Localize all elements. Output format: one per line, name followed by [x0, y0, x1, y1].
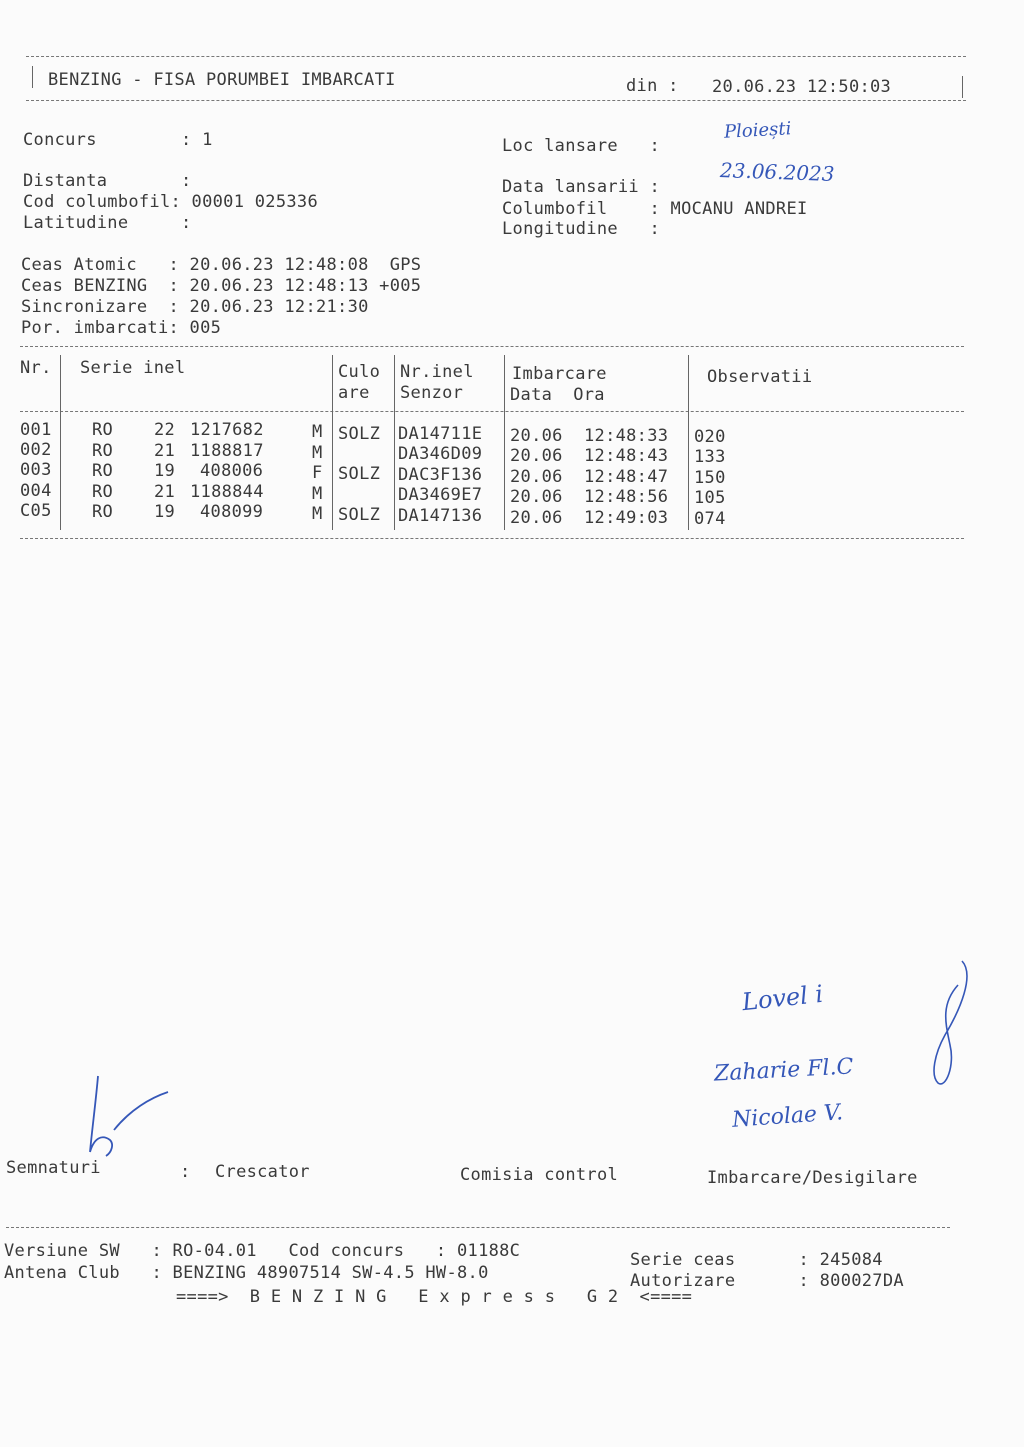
table-col-sep [332, 355, 333, 530]
handwritten-signature-3: Nicolae V. [731, 1100, 844, 1133]
footer-brand-line: ====> B E N Z I N G E x p r e s s G 2 <==== [176, 1287, 693, 1307]
cell-data: 20.06 [510, 467, 563, 487]
col-header-serie: Serie inel [80, 358, 186, 378]
table-header-rule [20, 411, 964, 412]
cell-nr-inel: 1188844 [190, 482, 264, 502]
cell-data: 20.06 [510, 446, 563, 466]
crescator-label: Crescator [215, 1162, 310, 1182]
col-header-nr: Nr. [20, 358, 52, 378]
handwritten-signature-2: Zaharie Fl.C [713, 1054, 854, 1087]
col-header-imbarcare: Imbarcare [512, 364, 607, 384]
col-header-nrinel: Nr.inel [400, 362, 474, 382]
data-lansarii-line: Data lansarii : [502, 177, 661, 197]
cell-nr: 003 [20, 460, 52, 480]
cell-tara: RO [92, 461, 114, 481]
footer-antena-line: Antena Club : BENZING 48907514 SW-4.5 HW-8.0 [4, 1263, 489, 1283]
cell-nr: C05 [20, 501, 52, 521]
cell-an: 21 [154, 441, 176, 461]
cell-nr: 002 [20, 440, 52, 460]
comisia-control-label: Comisia control [460, 1165, 619, 1185]
longitudine-line: Longitudine : [502, 219, 661, 239]
handwritten-date: 23.06.2023 [719, 158, 835, 186]
cell-obs: 074 [694, 509, 726, 529]
cell-ora: 12:48:56 [584, 487, 669, 507]
header-right-border [962, 76, 963, 98]
por-imbarcati-line: Por. imbarcati: 005 [21, 318, 222, 338]
footer-versiune-line: Versiune SW : RO-04.01 Cod concurs : 01188C [4, 1241, 521, 1261]
cell-nr-inel: 408006 [200, 461, 264, 481]
cell-tara: RO [92, 502, 114, 522]
cell-nr-inel: 408099 [200, 502, 264, 522]
crescator-signature-icon [80, 1070, 180, 1160]
cell-senzor: DAC3F136 [398, 465, 483, 485]
cell-sex: M [312, 443, 323, 463]
table-col-sep [504, 355, 505, 530]
col-header-senzor: Senzor [400, 383, 464, 403]
cell-data: 20.06 [510, 508, 563, 528]
latitudine-line: Latitudine : [23, 213, 192, 233]
handwritten-signature-1: Lovel i [740, 979, 825, 1017]
sincronizare-line: Sincronizare : 20.06.23 12:21:30 [21, 297, 369, 317]
concurs-line: Concurs : 1 [23, 130, 213, 150]
cell-sex: F [312, 463, 323, 483]
cell-ora: 12:49:03 [584, 508, 669, 528]
ceas-benzing-line: Ceas BENZING : 20.06.23 12:48:13 +005 [21, 276, 422, 296]
header-bottom-rule [26, 100, 966, 101]
cod-columbofil-line: Cod columbofil: 00001 025336 [23, 192, 318, 212]
cell-tara: RO [92, 441, 114, 461]
cell-ora: 12:48:43 [584, 446, 669, 466]
cell-culoare: SOLZ [338, 505, 381, 525]
cell-an: 19 [154, 461, 176, 481]
ceas-atomic-line: Ceas Atomic : 20.06.23 12:48:08 GPS [21, 255, 422, 275]
cell-data: 20.06 [510, 487, 563, 507]
signature-flourish-icon [900, 955, 980, 1095]
cell-tara: RO [92, 420, 114, 440]
cell-sex: M [312, 484, 323, 504]
semnaturi-colon: : [180, 1162, 191, 1182]
header-top-rule [26, 56, 966, 57]
cell-obs: 105 [694, 488, 726, 508]
table-bottom-rule [20, 538, 964, 539]
cell-obs: 020 [694, 427, 726, 447]
cell-nr: 001 [20, 420, 52, 440]
col-header-observatii: Observatii [707, 367, 813, 387]
header-left-border [32, 66, 33, 88]
cell-nr-inel: 1217682 [190, 420, 264, 440]
cell-senzor: DA14711E [398, 424, 483, 444]
col-header-culoare-2: are [338, 383, 370, 403]
cell-sex: M [312, 504, 323, 524]
imbarcare-desigilare-label: Imbarcare/Desigilare [707, 1168, 918, 1188]
table-top-rule [20, 346, 964, 347]
footer-rule [6, 1227, 950, 1228]
col-header-data-ora: Data Ora [510, 385, 605, 405]
cell-tara: RO [92, 482, 114, 502]
cell-senzor: DA346D09 [398, 444, 483, 464]
cell-obs: 133 [694, 447, 726, 467]
cell-nr: 004 [20, 481, 52, 501]
table-col-sep [688, 355, 689, 530]
cell-data: 20.06 [510, 426, 563, 446]
cell-nr-inel: 1188817 [190, 441, 264, 461]
header-din-value: 20.06.23 12:50:03 [712, 77, 892, 97]
cell-sex: M [312, 422, 323, 442]
cell-an: 21 [154, 482, 176, 502]
cell-an: 22 [154, 420, 176, 440]
cell-an: 19 [154, 502, 176, 522]
cell-culoare: SOLZ [338, 464, 381, 484]
table-col-sep [60, 355, 61, 530]
loc-lansare-line: Loc lansare : [502, 136, 661, 156]
handwritten-loc: Ploiești [723, 118, 792, 143]
table-col-sep [394, 355, 395, 530]
cell-ora: 12:48:47 [584, 467, 669, 487]
footer-serie-ceas: Serie ceas : 245084 [630, 1250, 883, 1270]
cell-senzor: DA147136 [398, 506, 483, 526]
columbofil-line: Columbofil : MOCANU ANDREI [502, 199, 808, 219]
col-header-culoare: Culo [338, 362, 381, 382]
page-title: BENZING - FISA PORUMBEI IMBARCATI [48, 70, 396, 90]
cell-senzor: DA3469E7 [398, 485, 483, 505]
cell-ora: 12:48:33 [584, 426, 669, 446]
cell-obs: 150 [694, 468, 726, 488]
header-din-label: din : [626, 76, 679, 96]
distanta-line: Distanta : [23, 171, 192, 191]
cell-culoare: SOLZ [338, 424, 381, 444]
semnaturi-label: Semnaturi [6, 1158, 101, 1178]
footer-autorizare: Autorizare : 800027DA [630, 1271, 904, 1291]
